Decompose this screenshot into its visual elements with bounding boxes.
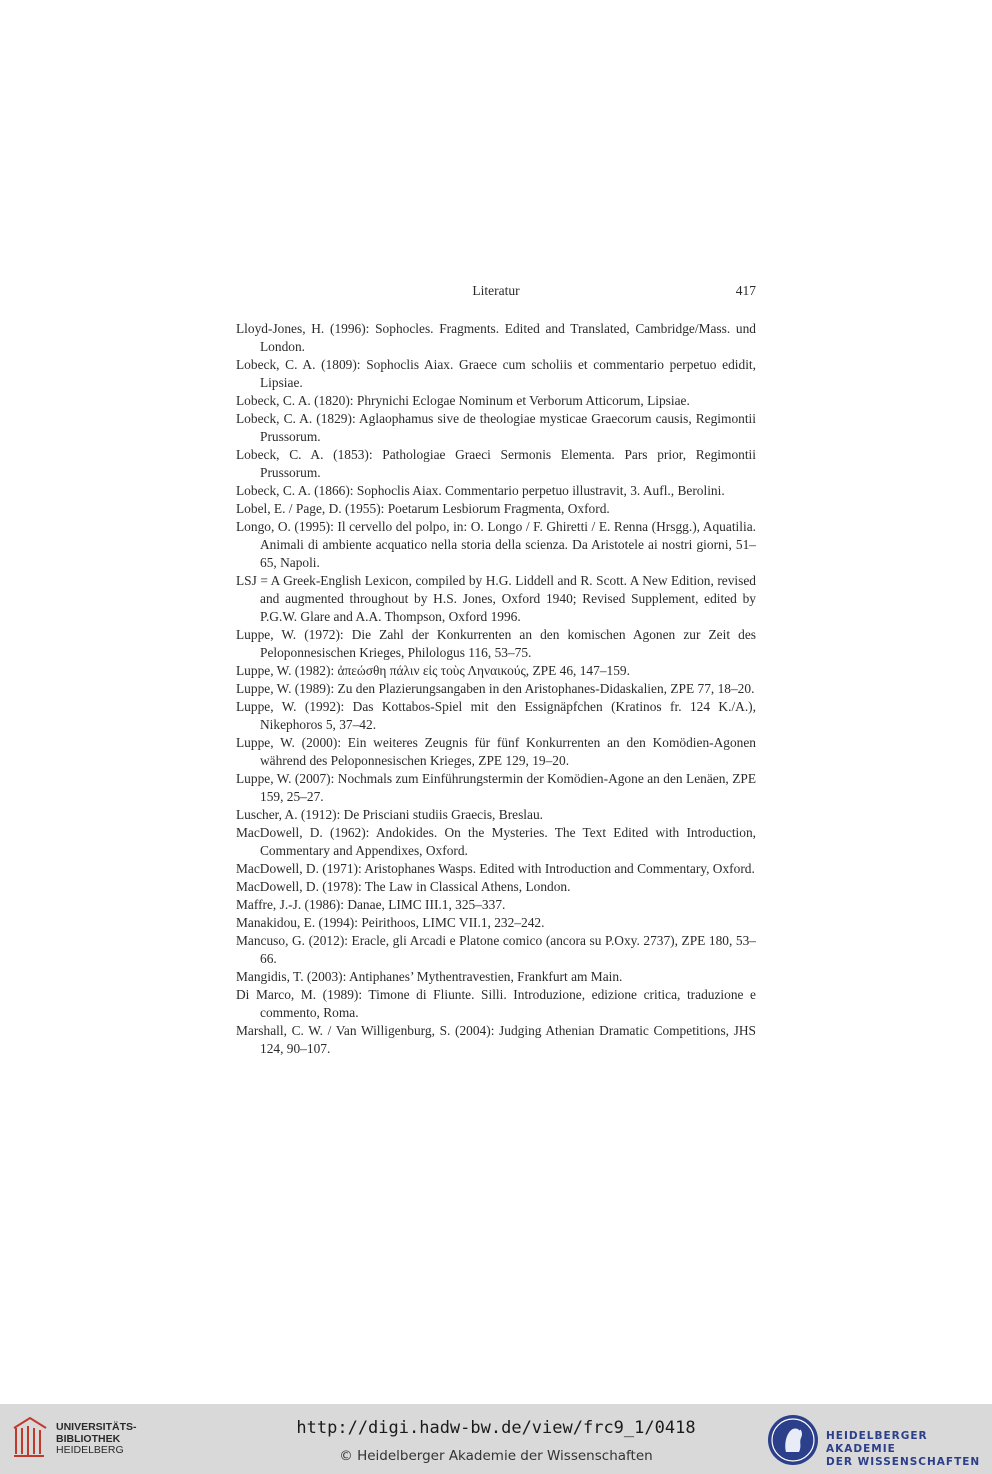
reference-entry: Longo, O. (1995): Il cervello del polpo, in: O. Longo / F. Ghiretti / E. Renna (Hrsgg.), Aquatilia. Animali di ambiente acquatico nella storia della scienza. Da Aristotele ai nostri giorni, 51–65, Napoli.: [236, 519, 756, 570]
reference-entry: Luppe, W. (2007): Nochmals zum Einführungstermin der Komödien-Agone an den Lenäen, ZPE 159, 25–27.: [236, 771, 756, 804]
reference-entry: MacDowell, D. (1962): Andokides. On the Mysteries. The Text Edited with Introduction, Commentary and Appendixes, Oxford.: [236, 825, 756, 858]
reference-entry: Marshall, C. W. / Van Willigenburg, S. (2004): Judging Athenian Dramatic Competitions, JHS 124, 90–107.: [236, 1023, 756, 1056]
academy-logo[interactable]: [766, 1412, 986, 1468]
reference-entry: MacDowell, D. (1971): Aristophanes Wasps. Edited with Introduction and Commentary, Oxford.: [236, 861, 755, 876]
reference-entry: Lobeck, C. A. (1853): Pathologiae Graeci Sermonis Elementa. Pars prior, Regimontii Prussorum.: [236, 447, 756, 480]
reference-entry: Mangidis, T. (2003): Antiphanes’ Mythentravestien, Frankfurt am Main.: [236, 969, 623, 984]
library-logo-line2: BIBLIOTHEK: [56, 1432, 121, 1445]
reference-entry: Maffre, J.-J. (1986): Danae, LIMC III.1, 325–337.: [236, 897, 506, 912]
reference-entry: LSJ = A Greek-English Lexicon, compiled by H.G. Liddell and R. Scott. A New Edition, revised and augmented throughout by H.S. Jones, Oxford 1940; Revised Supplement, edited by P.G.W. Glare and A.A. Thompson, Oxford 1996.: [236, 573, 756, 624]
reference-entry: Luppe, W. (1992): Das Kottabos-Spiel mit den Essignäpfchen (Kratinos fr. 124 K./A.), Nikephoros 5, 37–42.: [236, 699, 756, 732]
academy-seal-icon: [766, 1412, 820, 1468]
bibliography-list: [236, 320, 756, 1058]
reference-entry: Lobeck, C. A. (1866): Sophoclis Aiax. Commentario perpetuo illustravit, 3. Aufl., Berolini.: [236, 483, 725, 498]
reference-entry: Lobeck, C. A. (1829): Aglaophamus sive de theologiae mysticae Graecorum causis, Regimontii Prussorum.: [236, 411, 756, 444]
reference-entry: Luscher, A. (1912): De Prisciani studiis Graecis, Breslau.: [236, 807, 544, 822]
academy-logo-text: [826, 1430, 986, 1469]
reference-entry: Manakidou, E. (1994): Peirithoos, LIMC VII.1, 232–242.: [236, 915, 545, 930]
reference-entry: Luppe, W. (1982): ἀπεώσθη πάλιν εἰς τοὺς Ληναικούς, ZPE 46, 147–159.: [236, 663, 630, 678]
reference-entry: Lloyd-Jones, H. (1996): Sophocles. Fragments. Edited and Translated, Cambridge/Mass. und London.: [236, 321, 756, 354]
copyright-notice: © Heidelberger Akademie der Wissenschaften: [339, 1448, 653, 1464]
reference-entry: Di Marco, M. (1989): Timone di Fliunte. Silli. Introduzione, edizione critica, traduzione e commento, Roma.: [236, 987, 756, 1020]
library-logo-line1: UNIVERSITÄTS-: [56, 1421, 137, 1433]
running-head-title: Literatur: [472, 283, 520, 298]
reference-entry: Luppe, W. (1989): Zu den Plazierungsangaben in den Aristophanes-Didaskalien, ZPE 77, 18–20.: [236, 681, 755, 696]
reference-entry: Luppe, W. (1972): Die Zahl der Konkurrenten an den komischen Agonen zur Zeit des Peloponnesischen Krieges, Philologus 116, 53–75.: [236, 627, 756, 660]
reference-entry: Mancuso, G. (2012): Eracle, gli Arcadi e Platone comico (ancora su P.Oxy. 2737), ZPE 180, 53–66.: [236, 933, 756, 966]
reference-entry: MacDowell, D. (1978): The Law in Classical Athens, London.: [236, 879, 571, 894]
reference-entry: Lobel, E. / Page, D. (1955): Poetarum Lesbiorum Fragmenta, Oxford.: [236, 501, 610, 516]
reference-entry: Luppe, W. (2000): Ein weiteres Zeugnis für fünf Konkurrenten an den Komödien-Agonen während des Peloponnesischen Krieges, ZPE 129, 19–20.: [236, 735, 756, 768]
reference-entry: Lobeck, C. A. (1820): Phrynichi Eclogae Nominum et Verborum Atticorum, Lipsiae.: [236, 393, 690, 408]
running-head: [236, 283, 756, 303]
permalink-url[interactable]: http://digi.hadw-bw.de/view/frc9_1/0418: [296, 1418, 696, 1438]
library-logo-line3: HEIDELBERG: [56, 1444, 124, 1456]
academy-logo-line2: DER WISSENSCHAFTEN: [826, 1456, 981, 1468]
reference-entry: Lobeck, C. A. (1809): Sophoclis Aiax. Graece cum scholiis et commentario perpetuo edidit, Lipsiae.: [236, 357, 756, 390]
academy-logo-line1: HEIDELBERGER AKADEMIE: [826, 1430, 928, 1455]
page-number: 417: [735, 283, 756, 298]
viewer-footer: [0, 1404, 992, 1474]
